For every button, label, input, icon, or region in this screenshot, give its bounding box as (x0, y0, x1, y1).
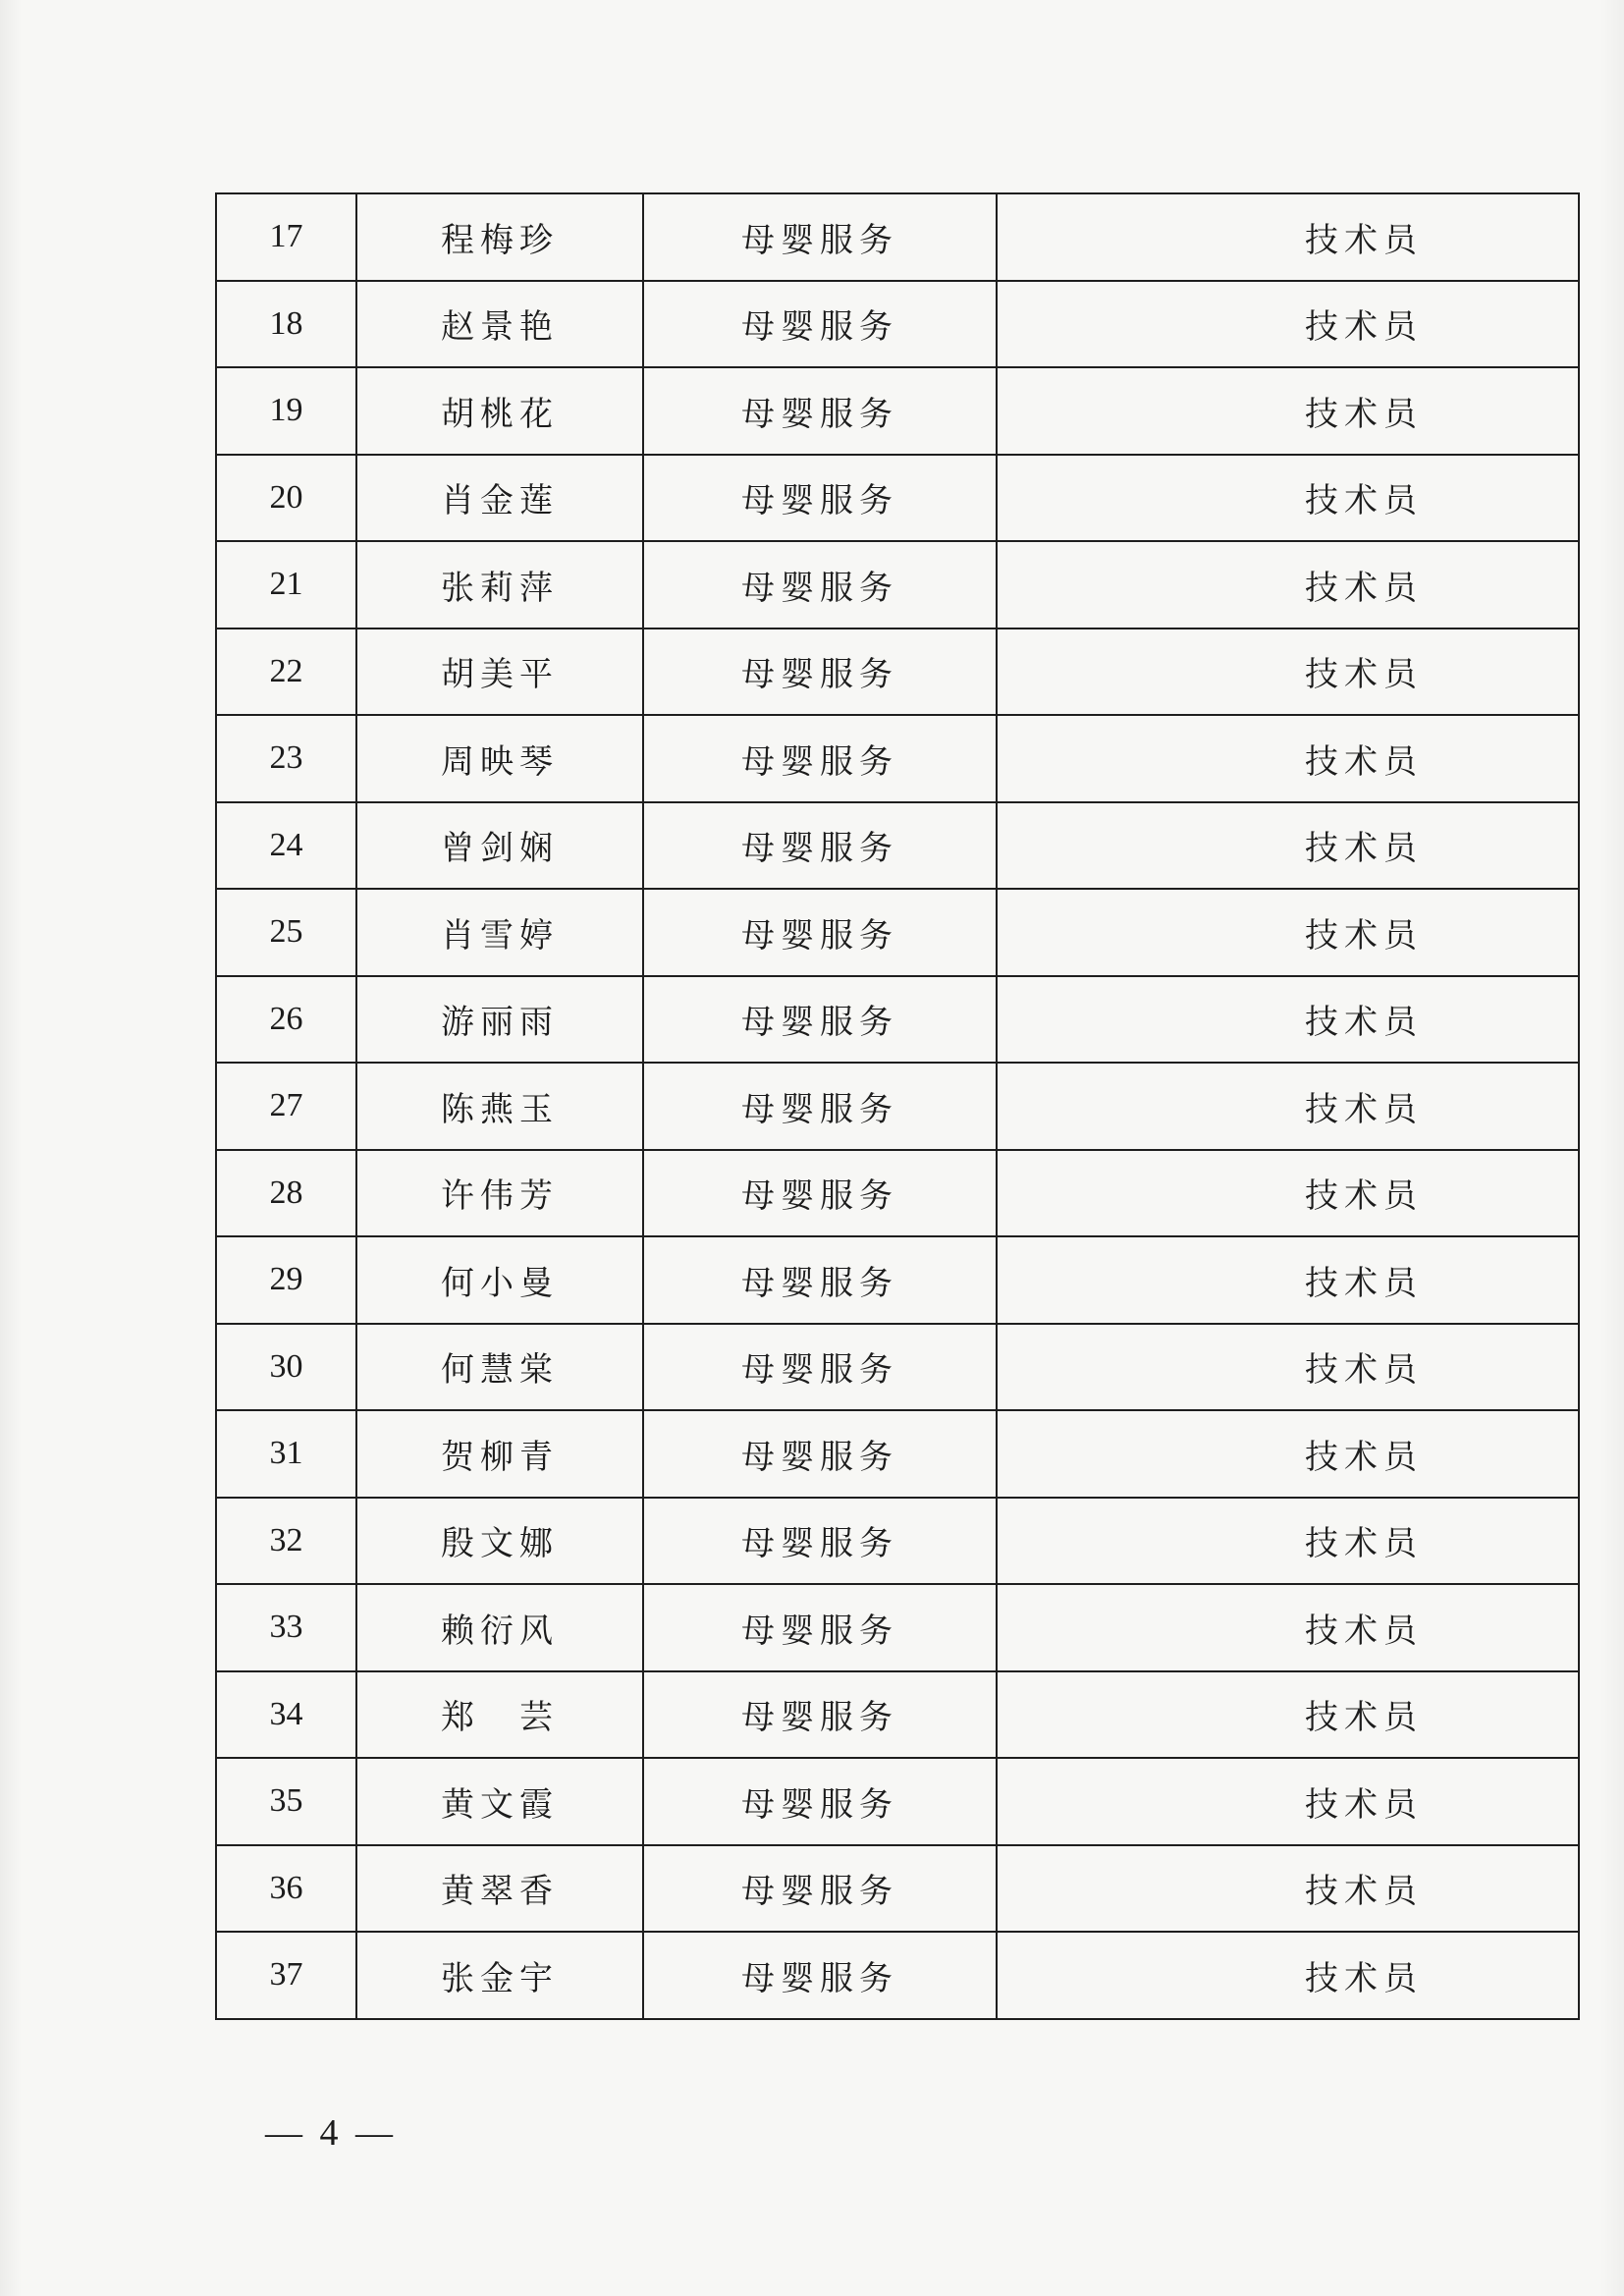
name-cell: 程梅珍 (356, 193, 643, 281)
field-cell: 母婴服务 (643, 629, 997, 716)
field-cell: 母婴服务 (643, 976, 997, 1064)
serial-number-cell: 24 (216, 802, 356, 890)
field-cell: 母婴服务 (643, 1845, 997, 1933)
name-cell: 肖金莲 (356, 455, 643, 542)
title-cell: 技术员 (997, 1324, 1579, 1411)
serial-number-cell: 37 (216, 1932, 356, 2019)
title-cell: 技术员 (997, 1150, 1579, 1237)
serial-number-cell: 22 (216, 629, 356, 716)
name-cell: 殷文娜 (356, 1498, 643, 1585)
field-cell: 母婴服务 (643, 715, 997, 802)
table-row (216, 802, 1579, 890)
field-cell: 母婴服务 (643, 1410, 997, 1498)
name-cell: 曾剑娴 (356, 802, 643, 890)
serial-number-cell: 36 (216, 1845, 356, 1933)
name-cell: 何慧棠 (356, 1324, 643, 1411)
serial-number-cell: 28 (216, 1150, 356, 1237)
name-cell: 贺柳青 (356, 1410, 643, 1498)
name-cell: 黄文霞 (356, 1758, 643, 1845)
field-cell: 母婴服务 (643, 193, 997, 281)
name-cell: 游丽雨 (356, 976, 643, 1064)
field-cell: 母婴服务 (643, 541, 997, 629)
title-cell: 技术员 (997, 802, 1579, 890)
title-cell: 技术员 (997, 1584, 1579, 1671)
table-row (216, 1845, 1579, 1933)
title-cell: 技术员 (997, 1410, 1579, 1498)
roster-table-body (216, 193, 1579, 2019)
field-cell: 母婴服务 (643, 889, 997, 976)
title-cell: 技术员 (997, 1932, 1579, 2019)
field-cell: 母婴服务 (643, 1758, 997, 1845)
serial-number-cell: 31 (216, 1410, 356, 1498)
name-cell: 张金宇 (356, 1932, 643, 2019)
field-cell: 母婴服务 (643, 455, 997, 542)
roster-table (215, 192, 1580, 2020)
title-cell: 技术员 (997, 715, 1579, 802)
table-row (216, 715, 1579, 802)
title-cell: 技术员 (997, 367, 1579, 455)
table-row (216, 1758, 1579, 1845)
title-cell: 技术员 (997, 1671, 1579, 1759)
name-cell: 胡桃花 (356, 367, 643, 455)
title-cell: 技术员 (997, 889, 1579, 976)
table-row (216, 1150, 1579, 1237)
name-cell: 周映琴 (356, 715, 643, 802)
table-row (216, 193, 1579, 281)
name-cell: 胡美平 (356, 629, 643, 716)
table-row (216, 889, 1579, 976)
table-row (216, 1063, 1579, 1150)
serial-number-cell: 17 (216, 193, 356, 281)
field-cell: 母婴服务 (643, 367, 997, 455)
title-cell: 技术员 (997, 281, 1579, 368)
serial-number-cell: 30 (216, 1324, 356, 1411)
field-cell: 母婴服务 (643, 1063, 997, 1150)
field-cell: 母婴服务 (643, 1584, 997, 1671)
field-cell: 母婴服务 (643, 281, 997, 368)
table-row (216, 1498, 1579, 1585)
table-row (216, 367, 1579, 455)
table-row (216, 1410, 1579, 1498)
table-row (216, 541, 1579, 629)
serial-number-cell: 18 (216, 281, 356, 368)
serial-number-cell: 25 (216, 889, 356, 976)
serial-number-cell: 20 (216, 455, 356, 542)
title-cell: 技术员 (997, 193, 1579, 281)
table-row (216, 1584, 1579, 1671)
name-cell: 陈燕玉 (356, 1063, 643, 1150)
table-row (216, 281, 1579, 368)
serial-number-cell: 23 (216, 715, 356, 802)
field-cell: 母婴服务 (643, 1498, 997, 1585)
table-row (216, 976, 1579, 1064)
table-row (216, 1671, 1579, 1759)
title-cell: 技术员 (997, 1845, 1579, 1933)
name-cell: 黄翠香 (356, 1845, 643, 1933)
field-cell: 母婴服务 (643, 1671, 997, 1759)
serial-number-cell: 26 (216, 976, 356, 1064)
serial-number-cell: 32 (216, 1498, 356, 1585)
serial-number-cell: 27 (216, 1063, 356, 1150)
serial-number-cell: 29 (216, 1236, 356, 1324)
name-cell: 赵景艳 (356, 281, 643, 368)
field-cell: 母婴服务 (643, 1150, 997, 1237)
serial-number-cell: 34 (216, 1671, 356, 1759)
serial-number-cell: 35 (216, 1758, 356, 1845)
title-cell: 技术员 (997, 541, 1579, 629)
serial-number-cell: 21 (216, 541, 356, 629)
serial-number-cell: 19 (216, 367, 356, 455)
title-cell: 技术员 (997, 455, 1579, 542)
name-cell: 何小曼 (356, 1236, 643, 1324)
name-cell: 肖雪婷 (356, 889, 643, 976)
field-cell: 母婴服务 (643, 1932, 997, 2019)
page-number: — 4 — (265, 2112, 397, 2154)
table-row (216, 629, 1579, 716)
field-cell: 母婴服务 (643, 802, 997, 890)
name-cell: 赖衍风 (356, 1584, 643, 1671)
serial-number-cell: 33 (216, 1584, 356, 1671)
title-cell: 技术员 (997, 1236, 1579, 1324)
table-row (216, 1932, 1579, 2019)
table-row (216, 455, 1579, 542)
field-cell: 母婴服务 (643, 1324, 997, 1411)
title-cell: 技术员 (997, 1758, 1579, 1845)
title-cell: 技术员 (997, 1063, 1579, 1150)
name-cell: 许伟芳 (356, 1150, 643, 1237)
title-cell: 技术员 (997, 1498, 1579, 1585)
field-cell: 母婴服务 (643, 1236, 997, 1324)
table-row (216, 1324, 1579, 1411)
name-cell: 郑 芸 (356, 1671, 643, 1759)
name-cell: 张莉萍 (356, 541, 643, 629)
title-cell: 技术员 (997, 976, 1579, 1064)
table-row (216, 1236, 1579, 1324)
title-cell: 技术员 (997, 629, 1579, 716)
